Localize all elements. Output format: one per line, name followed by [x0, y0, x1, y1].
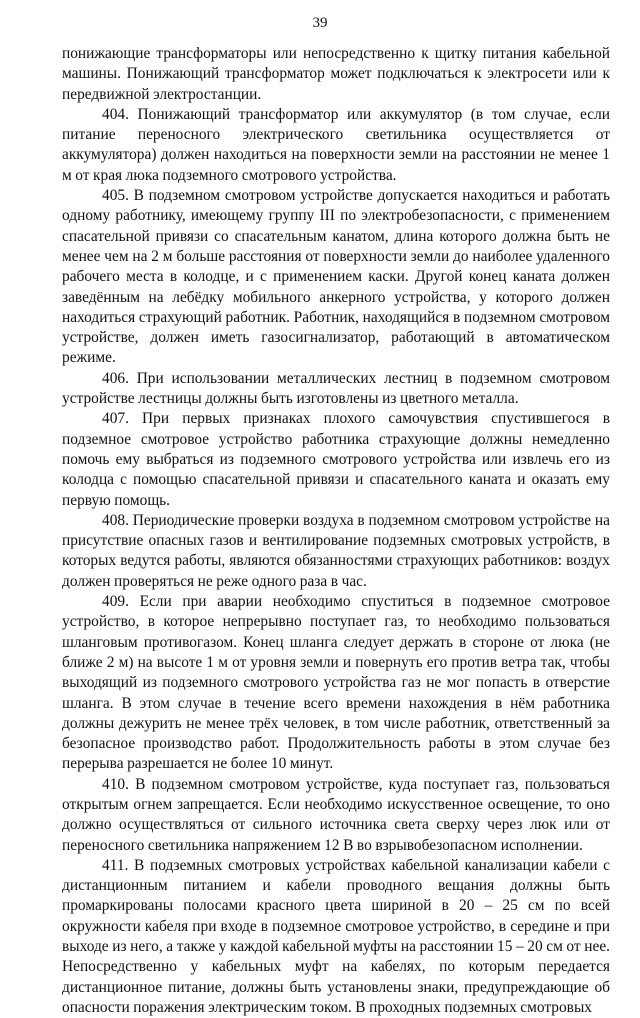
paragraph-406: 406. При использовании металлических лестниц в подземном смотровом устройстве лестницы должны быть изготовлены из цветного металла. — [62, 369, 610, 408]
paragraph-continuation: понижающие трансформаторы или непосредственно к щитку питания кабельной машины. Понижающий трансформатор может подключаться к электросети или к передвижной электростанции. — [62, 45, 610, 103]
paragraph-404: 404. Понижающий трансформатор или аккумулятор (в том случае, если питание переносного электрического светильника осуществляется от аккумулятора) должен находиться на поверхности земли на расстоянии не менее 1 м от края люка подземного смотрового устройства. — [62, 105, 610, 184]
paragraph-410: 410. В подземном смотровом устройстве, куда поступает газ, пользоваться открытым огнем запрещается. Если необходимо искусственное освещение, то оно должно осуществляться от сильного источника света сверху через люк или от переносного светильника напряжением 12 В во взрывобезопасном исполнении. — [62, 775, 610, 854]
paragraph-409: 409. Если при аварии необходимо спуститься в подземное смотровое устройство, в которое непрерывно поступает газ, то необходимо пользоваться шланговым противогазом. Конец шланга следует держать в стороне от люка (не ближе 2 м) на высоте 1 м от уровня земли и повернуть его против ветра так, чтобы выходящий из подземного смотрового устройства газ не мог попасть в отверстие шланга. В этом случае в течение всего времени нахождения в нём работника должны дежурить не менее трёх человек, в том числе работник, ответственный за безопасное производство работ. Продолжительность работы в этом случае без перерыва разрешается не более 10 минут. — [62, 593, 610, 773]
paragraph-408: 408. Периодические проверки воздуха в подземном смотровом устройстве на присутствие опасных газов и вентилирование подземных смотровых устройств, в которых ведутся работы, являются обязанностями страхующих работников: воздух должен проверяться не реже одного раза в час. — [62, 511, 610, 590]
document-body — [62, 44, 610, 1018]
paragraph-411: 411. В подземных смотровых устройствах кабельной канализации кабели с дистанционным питанием и кабели проводного вещания должны быть промаркированы полосами красного цвета шириной в 20 – 25 см по всей окружности кабеля при входе в подземное смотровое устройство, в середине и при выходе из него, а также у каждой кабельной муфты на расстоянии 15 – 20 см от нее. Непосредственно у кабельных муфт на кабелях, по которым передается дистанционное питание, должны быть установлены знаки, предупреждающие об опасности поражения электрическим током. В проходных подземных смотровых — [62, 856, 610, 1016]
paragraph-407: 407. При первых признаках плохого самочувствия спустившегося в подземное смотровое устройство работника страхующие должны немедленно помочь ему выбраться из подземного смотрового устройства или извлечь его из колодца с помощью спасательной привязи и спасательного каната и оказать ему первую помощь. — [62, 410, 610, 509]
paragraph-405: 405. В подземном смотровом устройстве допускается находиться и работать одному работнику, имеющему группу III по электробезопасности, с применением спасательной привязи со спасательным канатом, длина которого должна быть не менее чем на 2 м больше расстояния от поверхности земли до наиболее удаленного рабочего места в колодце, и с применением каски. Другой конец каната должен заведённым на лебёдку мобильного анкерного устройства, у которого должен находиться страхующий работник. Работник, находящийся в подземном смотровом устройстве, должен иметь газосигнализатор, работающий в автоматическом режиме. — [62, 187, 610, 367]
page-number: 39 — [312, 15, 328, 31]
